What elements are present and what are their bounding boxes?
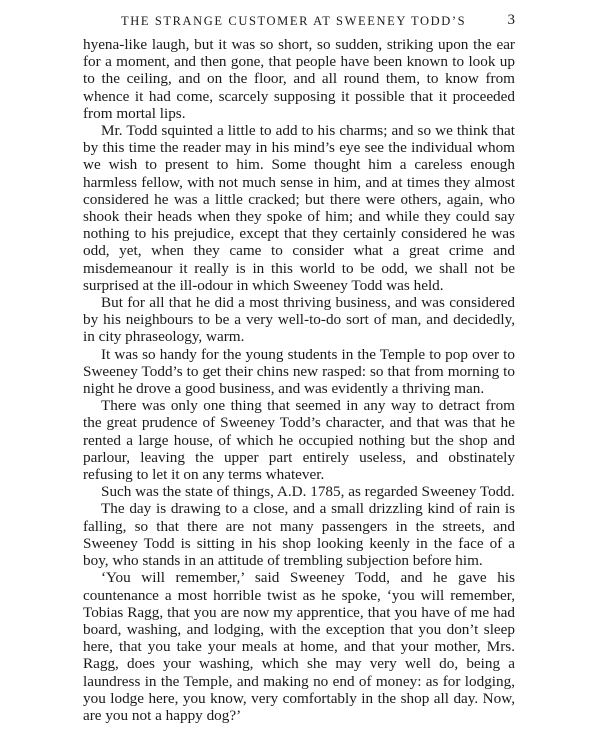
paragraph: Mr. Todd squinted a little to add to his charms; and so we think that by this time the reader may in his mind’s eye see the individual whom we wish to present to him. Some thought him a careless enough harmless fellow, with not much sense in him, and at times they almost considered he was a little cracked; but there were others, again, who shook their heads when they spoke of him; and while they could say nothing to his prejudice, except that they certainly considered he was odd, yet, when they came to consider what a great crime and misdemeanour it really is in this world to be odd, we shall not be surprised at the ill-odour in which Sweeney Todd was held. [83,122,515,294]
page-number: 3 [507,12,515,28]
book-page [83,12,515,724]
paragraph: The day is drawing to a close, and a small drizzling kind of rain is falling, so that there are not many passengers in the streets, and Sweeney Todd is sitting in his shop looking keenly in the face of a boy, who stands in an attitude of trembling subjection before him. [83,500,515,570]
running-header [83,12,515,34]
paragraph: It was so handy for the young students in the Temple to pop over to Sweeney Todd’s to get their chins new rasped: so that from morning to night he drove a good business, and was evidently a thriving man. [83,345,515,398]
running-title: THE STRANGE CUSTOMER AT SWEENEY TODD’S [121,14,467,28]
paragraph: But for all that he did a most thriving business, and was considered by his neighbours to be a very well-to-do sort of man, and decidedly, in city phraseology, warm. [83,294,515,346]
paragraph: ‘You will remember,’ said Sweeney Todd, and he gave his countenance a most horrible twist as he spoke, ‘you will remember, Tobias Ragg, that you are now my apprentice, that you have of me had board, washing, and lodging, with the exception that you don’t sleep here, that you take your meals at home, and that your mother, Mrs. Ragg, does your washing, which she may very well do, being a laundress in the Temple, and making no end of money: as for lodging, you lodge here, you know, very comfortably in the shop all day. Now, are you not a happy dog?’ [83,569,515,724]
paragraph: Such was the state of things, A.D. 1785, as regarded Sweeney Todd. [101,483,515,501]
body-text [83,36,515,724]
paragraph: There was only one thing that seemed in any way to detract from the great prudence of Sweeney Todd’s character, and that was that he rented a large house, of which he occupied nothing but the shop and parlour, leaving the upper part entirely useless, and obstinately refusing to let it on any terms whatever. [83,397,515,484]
paragraph-continued: hyena-like laugh, but it was so short, so sudden, striking upon the ear for a moment, and then gone, that people have been known to look up to the ceiling, and on the floor, and all round them, to know from whence it had come, scarcely supposing it possible that it proceeded from mortal lips. [83,36,515,122]
